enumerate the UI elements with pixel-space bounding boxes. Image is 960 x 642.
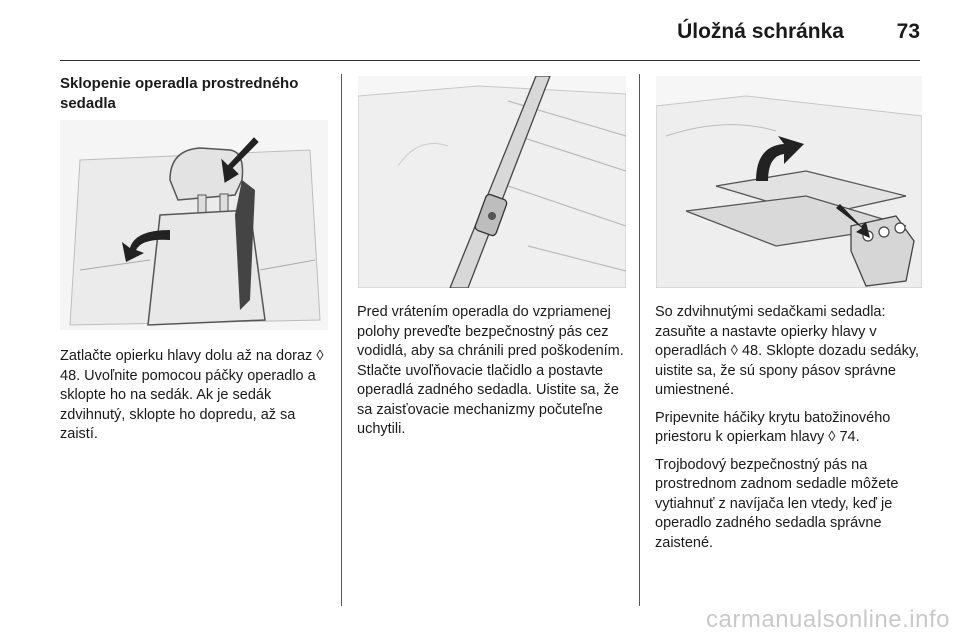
paragraph: Pred vrátením operadla do vzpriamenej polohy preveďte bezpečnostný pás cez vodidlá, aby sa chránili pred poškodením. Stlačte uvoľňovacie tlačidlo a postavte operadlá zadného sedadla. Uistite sa, že sa zaisťovacie mechanizmy počuteľne uchytili. (357, 304, 624, 437)
section-heading: Sklopenie operadla prostredného sedadla (60, 75, 299, 112)
paragraph: Zatlačte opierku hlavy dolu až na doraz ◊ 48. Uvoľnite pomocou páčky operadlo a sklopte ho na sedák. Ak je sedák zdvihnutý, sklopte ho dopredu, až sa zaistí. (60, 348, 324, 442)
illustration-headrest-seatback (60, 120, 328, 330)
headrest-illustration (60, 120, 328, 330)
page-number: 73 (896, 20, 920, 43)
column-2-text (357, 303, 627, 448)
paragraph: So zdvihnutými sedačkami sedadla: zasuňte a nastavte opierky hlavy v operadlách ◊ 48. Sklopte dozadu sedáky, uistite sa, že sú spony pásov správne umiestnené. (655, 304, 920, 398)
column-1 (60, 74, 328, 114)
column-3-text (655, 303, 925, 561)
column-divider (639, 74, 640, 606)
illustration-cargo-cover (656, 76, 922, 288)
paragraph: Trojbodový bezpečnostný pás na prostrednom zadnom sedadle môžete vytiahnuť z navíjača len vtedy, keď je operadlo zadného sedadla správne zaistené. (655, 456, 899, 551)
header-rule (60, 60, 920, 61)
watermark: carmanualsonline.info (706, 606, 950, 633)
cargo-cover-illustration (656, 76, 922, 288)
header-title: Úložná schránka (677, 20, 844, 43)
paragraph: Pripevnite háčiky krytu batožinového priestoru k opierkam hlavy ◊ 74. (655, 409, 891, 445)
column-1-text (60, 347, 330, 453)
seatbelt-illustration (358, 76, 626, 288)
page-header (60, 18, 920, 58)
column-divider (341, 74, 342, 606)
illustration-seatbelt-guide (358, 76, 626, 288)
